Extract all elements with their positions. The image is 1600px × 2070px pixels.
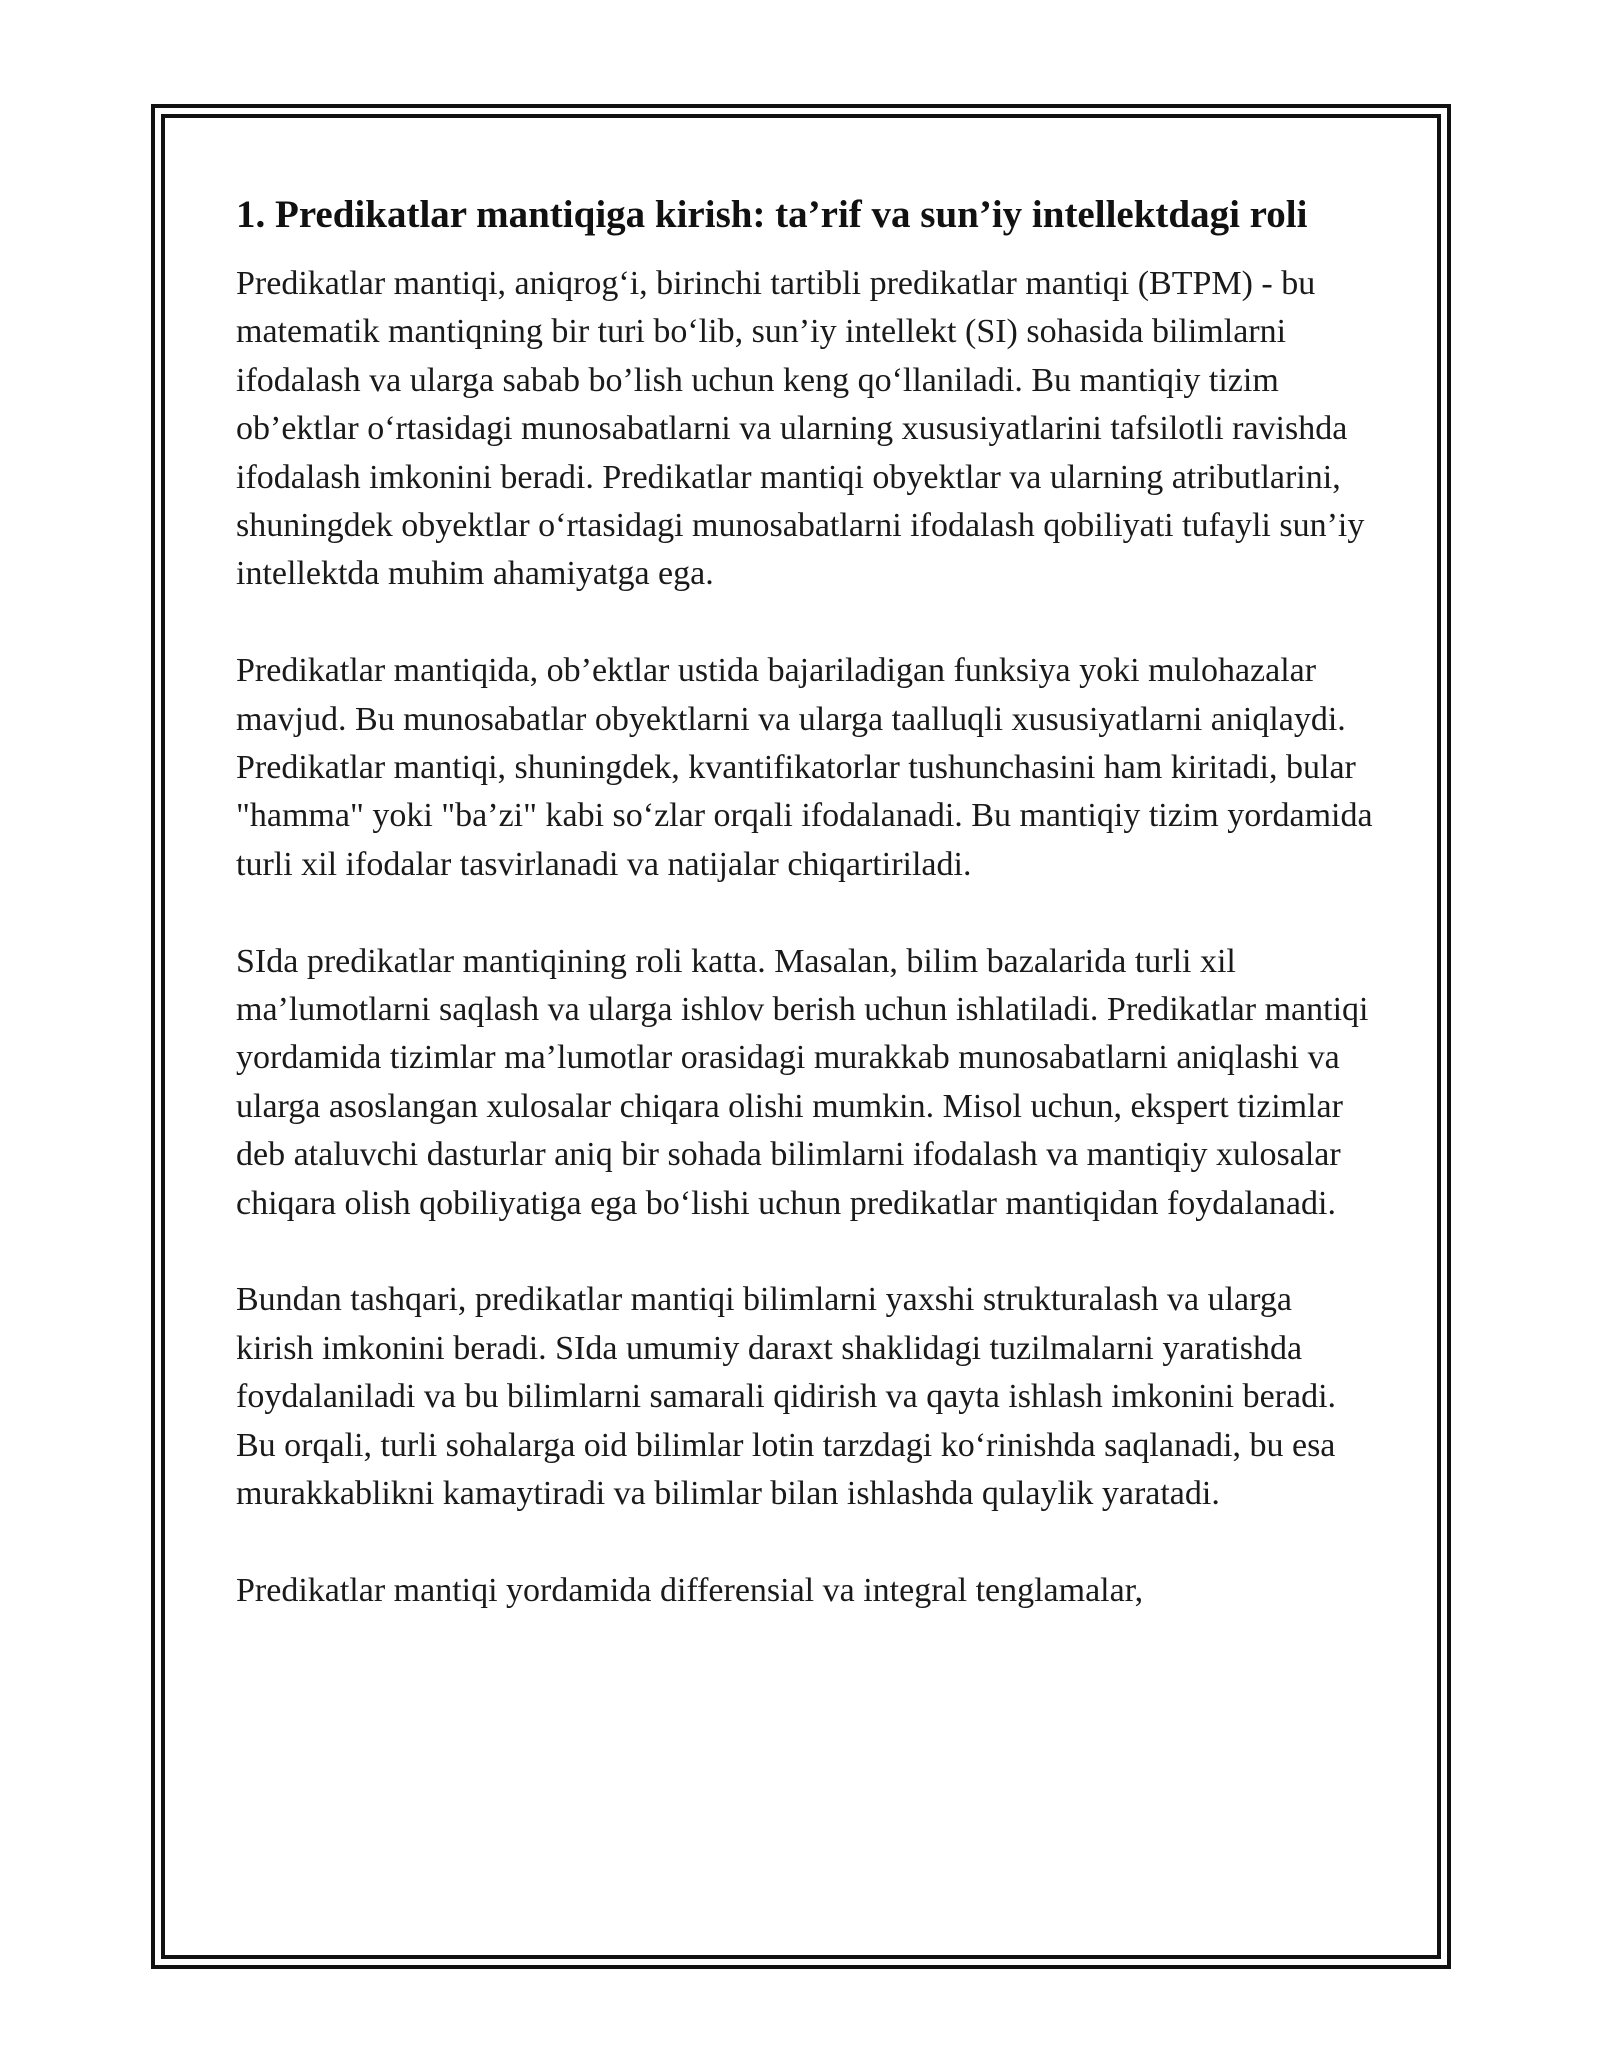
paragraph-4: Bundan tashqari, predikatlar mantiqi bilimlarni yaxshi strukturalash va ularga kirish imkonini beradi. SIda umumiy daraxt shaklidagi tuzilmalarni yaratishda foydalaniladi va bu bilimlarni samarali qidirish va qayta ishlash imkonini beradi. Bu orqali, turli sohalarga oid bilimlar lotin tarzdagi ko‘rinishda saqlanadi, bu esa murakkablikni kamaytiradi va bilimlar bilan ishlashda qulaylik yaratadi.: [236, 1281, 1337, 1513]
paragraph-1: Predikatlar mantiqi, aniqrog‘i, birinchi tartibli predikatlar mantiqi (BTPM) - bu matematik mantiqning bir turi bo‘lib, sun’iy intellekt (SI) sohasida bilimlarni ifodalash va ularga sabab bo’lish uchun keng qo‘llaniladi. Bu mantiqiy tizim ob’ektlar o‘rtasidagi munosabatlarni va ularning xususiyatlarini tafsilotli ravishda ifodalash imkonini beradi. Predikatlar mantiqi obyektlar va ularning atributlarini, shuningdek obyektlar o‘rtasidagi munosabatlarni ifodalash qobiliyati tufayli sun’iy intellektda muhim ahamiyatga ega.: [236, 265, 1365, 593]
paragraph-3: SIda predikatlar mantiqining roli katta. Masalan, bilim bazalarida turli xil ma’lumotlarni saqlash va ularga ishlov berish uchun ishlatiladi. Predikatlar mantiqi yordamida tizimlar ma’lumotlar orasidagi murakkab munosabatlarni aniqlashi va ularga asoslangan xulosalar chiqara olishi mumkin. Misol uchun, ekspert tizimlar deb ataluvchi dasturlar aniq bir sohada bilimlarni ifodalash va mantiqiy xulosalar chiqara olish qobiliyatiga ega bo‘lishi uchun predikatlar mantiqidan foydalanadi.: [236, 942, 1369, 1222]
section-heading: 1. Predikatlar mantiqiga kirish: ta’rif va sun’iy intellektdagi roli: [236, 193, 1308, 236]
paragraph-5: Predikatlar mantiqi yordamida differensial va integral tenglamalar,: [236, 1571, 1144, 1609]
paragraph-2: Predikatlar mantiqida, ob’ektlar ustida bajariladigan funksiya yoki mulohazalar mavjud. Bu munosabatlar obyektlarni va ularga taalluqli xususiyatlarni aniqlaydi. Predikatlar mantiqi, shuningdek, kvantifikatorlar tushunchasini ham kiritadi, bular "hamma" yoki "ba’zi" kabi so‘zlar orqali ifodalanadi. Bu mantiqiy tizim yordamida turli xil ifodalar tasvirlanadi va natijalar chiqartiriladi.: [236, 652, 1373, 883]
document-body: [236, 188, 1376, 1664]
